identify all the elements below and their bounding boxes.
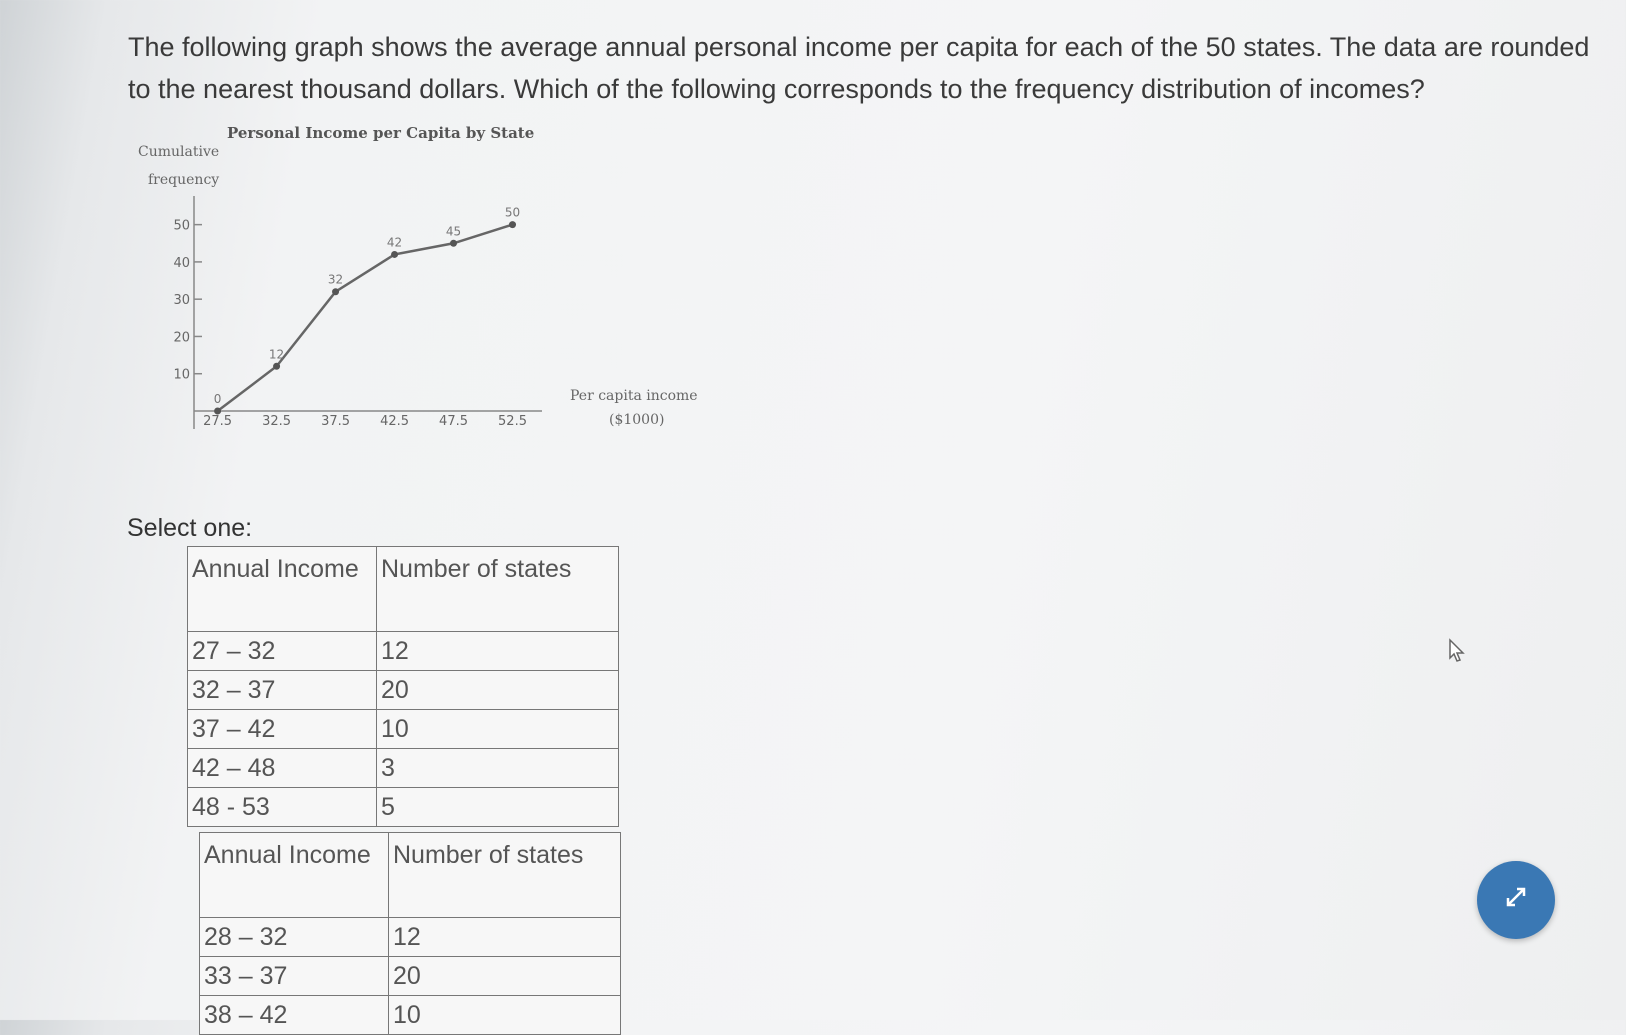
data-label: 32 <box>327 272 344 287</box>
x-tick-label: 32.5 <box>262 414 292 429</box>
table-row <box>188 632 619 671</box>
income-range: 42 – 48 <box>188 749 377 788</box>
x-axis-label-line2: ($1000) <box>609 412 665 428</box>
data-point <box>509 221 516 228</box>
cumulative-frequency-chart <box>132 118 732 458</box>
data-label: 45 <box>445 224 462 239</box>
table-row <box>188 710 619 749</box>
select-one-label: Select one: <box>127 514 253 542</box>
expand-button[interactable] <box>1477 861 1555 939</box>
y-axis-label-line2: frequency <box>148 172 220 188</box>
y-tick-label: 50 <box>173 218 190 234</box>
table-row <box>200 996 621 1035</box>
y-tick-label: 10 <box>173 367 190 383</box>
table-header-row <box>200 833 621 918</box>
income-range: 32 – 37 <box>188 671 377 710</box>
income-range: 37 – 42 <box>188 710 377 749</box>
data-point <box>214 408 221 415</box>
state-count: 5 <box>377 788 619 827</box>
income-range: 48 - 53 <box>188 788 377 827</box>
header-number-of-states: Number of states <box>389 833 621 918</box>
x-tick-label: 42.5 <box>380 414 410 429</box>
table-row <box>200 957 621 996</box>
chart-title: Personal Income per Capita by State <box>227 124 535 142</box>
x-tick-label: 52.5 <box>498 414 527 429</box>
table-row <box>188 749 619 788</box>
data-label: 50 <box>504 205 521 220</box>
table-row <box>200 918 621 957</box>
x-tick-label: 47.5 <box>439 414 469 429</box>
state-count: 12 <box>389 918 621 957</box>
table-row <box>188 671 619 710</box>
table-row <box>188 788 619 827</box>
income-range: 28 – 32 <box>200 918 389 957</box>
series-line <box>218 225 513 411</box>
state-count: 20 <box>389 957 621 996</box>
x-axis-label-line1: Per capita income <box>570 388 698 404</box>
data-label: 42 <box>386 235 403 250</box>
income-range: 38 – 42 <box>200 996 389 1035</box>
y-tick-label: 20 <box>173 330 190 346</box>
state-count: 3 <box>377 749 619 788</box>
option-b-table[interactable] <box>199 832 621 1035</box>
question-text: The following graph shows the average annual personal income per capita for each of the 50 states. The data are rounded to the nearest thousand dollars. Which of the following corresponds to the frequency distribution of incomes? <box>128 32 1590 104</box>
y-tick-label: 30 <box>173 293 190 309</box>
mouse-cursor-icon <box>1448 638 1466 669</box>
data-label: 0 <box>213 392 222 406</box>
chart-svg <box>132 118 732 458</box>
y-axis-label-line1: Cumulative <box>138 144 220 160</box>
data-point <box>332 288 339 295</box>
header-annual-income: Annual Income <box>200 833 389 918</box>
option-a-table[interactable] <box>187 546 619 827</box>
y-tick-label: 40 <box>173 255 190 271</box>
data-point <box>273 363 280 370</box>
data-point <box>391 251 398 258</box>
state-count: 12 <box>377 632 619 671</box>
x-tick-label: 37.5 <box>321 414 351 429</box>
x-ticks <box>203 414 527 429</box>
income-range: 33 – 37 <box>200 957 389 996</box>
state-count: 10 <box>377 710 619 749</box>
expand-icon <box>1503 884 1529 916</box>
state-count: 10 <box>389 996 621 1035</box>
header-annual-income: Annual Income <box>188 547 377 632</box>
x-tick-label: 27.5 <box>203 414 233 429</box>
y-ticks <box>173 219 202 383</box>
data-point <box>450 240 457 247</box>
income-range: 27 – 32 <box>188 632 377 671</box>
data-label: 12 <box>268 347 285 362</box>
table-header-row <box>188 547 619 632</box>
state-count: 20 <box>377 671 619 710</box>
header-number-of-states: Number of states <box>377 547 619 632</box>
